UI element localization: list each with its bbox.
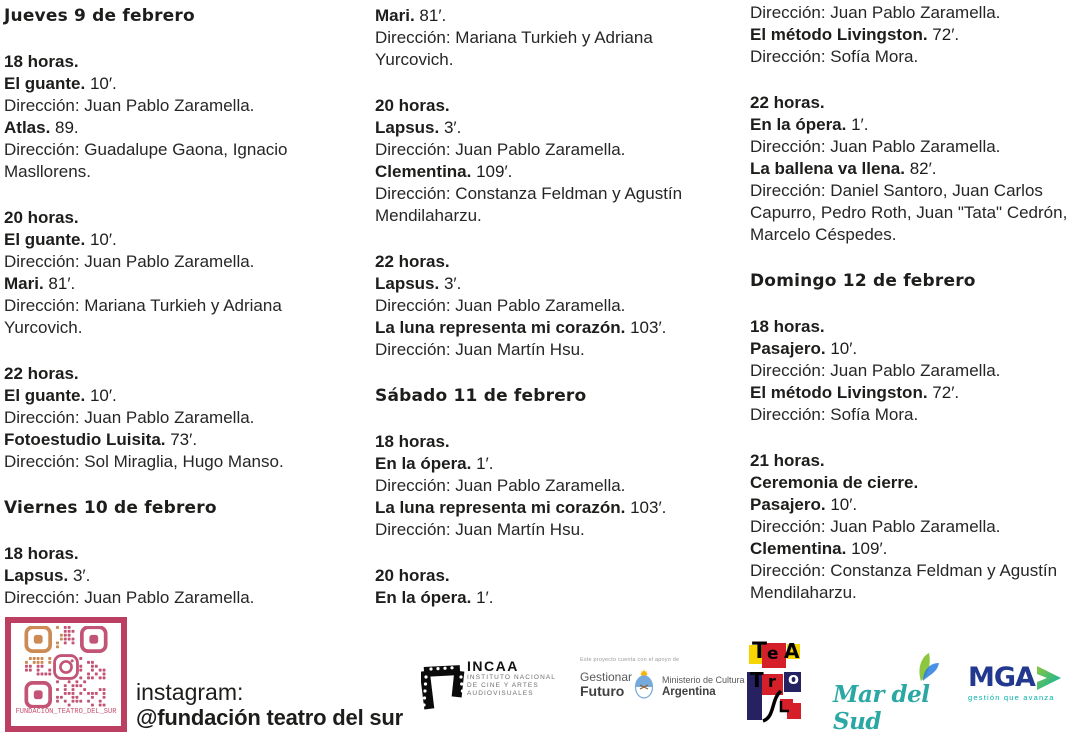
qr-pattern-icon — [20, 626, 112, 708]
incaa-subtitle-line: DE CINE Y ARTES — [467, 682, 539, 689]
teatro-letter: e — [767, 644, 779, 664]
film-entry — [750, 158, 1072, 180]
film-title: En la ópera. — [375, 588, 472, 607]
film-duration: 109′. — [846, 539, 888, 558]
film-entry — [375, 587, 707, 609]
program-column-1 — [4, 5, 336, 609]
mga-logo — [968, 663, 1068, 702]
film-entry — [750, 24, 1072, 46]
film-title: La ballena va llena. — [750, 159, 905, 178]
film-duration: 1′. — [471, 454, 494, 473]
instagram-handle-block — [136, 679, 403, 731]
film-duration: 89. — [50, 118, 79, 137]
director-line: Dirección: Guadalupe Gaona, Ignacio Masllorens. — [4, 140, 288, 181]
film-entry — [750, 338, 1072, 360]
line-gap — [375, 361, 707, 385]
session-time: 22 horas. — [375, 252, 450, 271]
film-duration: 103′. — [625, 498, 667, 517]
director-line: Dirección: Sofía Mora. — [750, 47, 919, 66]
film-entry — [4, 565, 336, 587]
program-column-3 — [750, 2, 1072, 604]
program-column-2 — [375, 5, 707, 609]
teatro-logo-curve — [747, 641, 801, 725]
mga-arrow-icon — [1035, 665, 1063, 691]
film-title: Pasajero. — [750, 495, 826, 514]
film-duration: 109′. — [471, 162, 513, 181]
film-entry — [375, 497, 707, 519]
support-note: Este proyecto cuenta con el apoyo de — [580, 657, 680, 663]
director-line: Dirección: Daniel Santoro, Juan Carlos Capurro, Pedro Roth, Juan "Tata" Cedrón, Marcelo Céspedes. — [750, 181, 1068, 244]
line-gap — [375, 541, 707, 565]
film-entry — [375, 453, 707, 475]
instagram-qr-code — [5, 617, 127, 732]
teatro-letter: r — [768, 672, 776, 691]
film-entry — [375, 317, 707, 339]
film-entry — [750, 538, 1072, 560]
film-entry — [4, 429, 336, 451]
gestionar-futuro-logo-top: Gestionar — [580, 670, 633, 684]
film-duration: 103′. — [625, 318, 667, 337]
day-header: Domingo 12 de febrero — [750, 271, 976, 291]
film-duration: 10′. — [85, 74, 117, 93]
line-gap — [4, 183, 336, 207]
film-duration: 3′. — [68, 566, 91, 585]
director-line: Dirección: Juan Pablo Zaramella. — [4, 96, 255, 115]
argentina-coat-of-arms-icon — [632, 669, 656, 701]
film-duration: 82′. — [904, 159, 937, 178]
film-title: Mari. — [4, 274, 44, 293]
mga-wordmark: MGA — [968, 662, 1035, 693]
ministry-name: Ministerio de Cultura — [662, 675, 745, 685]
film-title: La luna representa mi corazón. — [375, 498, 626, 517]
director-line: Dirección: Juan Pablo Zaramella. — [4, 252, 255, 271]
line-gap — [750, 426, 1072, 450]
director-line: Dirección: Juan Pablo Zaramella. — [375, 476, 626, 495]
film-title: El guante. — [4, 230, 86, 249]
day-header: Viernes 10 de febrero — [4, 498, 217, 518]
film-duration: 81′. — [43, 274, 76, 293]
director-line: Dirección: Juan Pablo Zaramella. — [750, 361, 1001, 380]
film-title: Clementina. — [375, 162, 472, 181]
film-title: El guante. — [4, 74, 86, 93]
film-entry — [375, 273, 707, 295]
director-line: Dirección: Juan Pablo Zaramella. — [4, 588, 255, 607]
mar-del-sud-logo — [833, 651, 948, 735]
line-gap — [4, 519, 336, 543]
film-title: El método Livingston. — [750, 383, 928, 402]
film-duration: 81′. — [414, 6, 447, 25]
director-line: Dirección: Juan Pablo Zaramella. — [750, 3, 1001, 22]
director-line: Dirección: Juan Pablo Zaramella. — [750, 137, 1001, 156]
line-gap — [4, 339, 336, 363]
film-duration: 73′. — [165, 430, 198, 449]
director-line: Dirección: Sol Miraglia, Hugo Manso. — [4, 452, 284, 471]
film-strip-icon — [421, 663, 465, 713]
director-line: Dirección: Constanza Feldman y Agustín Mendilaharzu. — [750, 561, 1058, 602]
line-gap — [375, 227, 707, 251]
session-time: 18 horas. — [375, 432, 450, 451]
film-duration: 72′. — [927, 383, 960, 402]
film-entry — [750, 494, 1072, 516]
day-header: Jueves 9 de febrero — [4, 6, 195, 26]
session-time: 20 horas. — [4, 208, 79, 227]
mga-tagline: gestión que avanza — [968, 693, 1055, 702]
teatro-del-sur-logo — [747, 641, 801, 725]
film-title: Clementina. — [750, 539, 847, 558]
qr-caption: FUNDACION_TEATRO_DEL_SUR — [15, 708, 117, 716]
film-title: Fotoestudio Luisita. — [4, 430, 166, 449]
film-entry — [4, 385, 336, 407]
film-entry — [750, 114, 1072, 136]
incaa-subtitle-line: AUDIOVISUALES — [467, 690, 534, 697]
line-gap — [4, 27, 336, 51]
incaa-subtitle-line: INSTITUTO NACIONAL — [467, 674, 557, 681]
film-duration: 10′. — [825, 339, 858, 358]
film-title: Lapsus. — [375, 274, 440, 293]
teatro-letter: T — [750, 668, 764, 692]
line-gap — [750, 68, 1072, 92]
film-title: Pasajero. — [750, 339, 826, 358]
session-time: 18 horas. — [750, 317, 825, 336]
session-time: 21 horas. — [750, 451, 825, 470]
film-duration: 1′. — [471, 588, 494, 607]
film-duration: 72′. — [927, 25, 960, 44]
film-title: Lapsus. — [4, 566, 69, 585]
director-line: Dirección: Constanza Feldman y Agustín Mendilaharzu. — [375, 184, 683, 225]
film-entry — [750, 382, 1072, 404]
ministry-country: Argentina — [662, 686, 716, 698]
film-duration: 10′. — [825, 495, 858, 514]
director-line: Dirección: Juan Pablo Zaramella. — [4, 408, 255, 427]
director-line: Dirección: Mariana Turkieh y Adriana Yurcovich. — [375, 28, 653, 69]
footer-logo-strip — [0, 613, 1075, 738]
film-title: La luna representa mi corazón. — [375, 318, 626, 337]
teatro-letter: o — [788, 669, 799, 688]
film-title: En la ópera. — [375, 454, 472, 473]
session-time: 22 horas. — [750, 93, 825, 112]
film-duration: 10′. — [85, 230, 117, 249]
film-title: El guante. — [4, 386, 86, 405]
instagram-label: instagram: — [136, 679, 244, 705]
film-title: Atlas. — [4, 118, 51, 137]
session-time: 18 horas. — [4, 52, 79, 71]
director-line: Dirección: Sofía Mora. — [750, 405, 919, 424]
gestionar-futuro-logo-bottom: Futuro — [580, 683, 625, 699]
film-title: Mari. — [375, 6, 415, 25]
director-line: Dirección: Juan Pablo Zaramella. — [375, 296, 626, 315]
film-duration: 3′. — [439, 118, 462, 137]
film-entry — [375, 5, 707, 27]
film-entry — [4, 73, 336, 95]
director-line: Dirección: Mariana Turkieh y Adriana Yurcovich. — [4, 296, 282, 337]
film-title: Lapsus. — [375, 118, 440, 137]
mga-wordmark-row — [968, 663, 1068, 693]
line-gap — [4, 473, 336, 497]
film-entry — [375, 117, 707, 139]
film-entry — [375, 161, 707, 183]
ministry-text-block — [662, 675, 745, 699]
film-title: Ceremonia de cierre. — [750, 473, 919, 492]
line-gap — [375, 71, 707, 95]
film-title: El método Livingston. — [750, 25, 928, 44]
instagram-handle: @fundación teatro del sur — [136, 705, 404, 730]
incaa-name: INCAA — [467, 658, 519, 674]
mar-del-sud-wordmark: Mar del Sud — [833, 681, 930, 735]
line-gap — [375, 407, 707, 431]
day-header: Sábado 11 de febrero — [375, 386, 587, 406]
teatro-letter: A — [784, 639, 800, 663]
session-time: 22 horas. — [4, 364, 79, 383]
film-title: En la ópera. — [750, 115, 847, 134]
director-line: Dirección: Juan Martín Hsu. — [375, 340, 585, 359]
session-time: 20 horas. — [375, 566, 450, 585]
teatro-letter: T — [752, 639, 768, 664]
director-line: Dirección: Juan Pablo Zaramella. — [750, 517, 1001, 536]
film-duration: 10′. — [85, 386, 117, 405]
film-entry — [750, 472, 1072, 494]
film-duration: 3′. — [439, 274, 462, 293]
line-gap — [750, 246, 1072, 270]
leaf-icon — [909, 651, 939, 685]
film-entry — [4, 117, 336, 139]
film-duration: 1′. — [846, 115, 869, 134]
incaa-text-block — [467, 659, 597, 698]
line-gap — [750, 292, 1072, 316]
director-line: Dirección: Juan Martín Hsu. — [375, 520, 585, 539]
film-entry — [4, 273, 336, 295]
session-time: 18 horas. — [4, 544, 79, 563]
session-time: 20 horas. — [375, 96, 450, 115]
director-line: Dirección: Juan Pablo Zaramella. — [375, 140, 626, 159]
film-entry — [4, 229, 336, 251]
